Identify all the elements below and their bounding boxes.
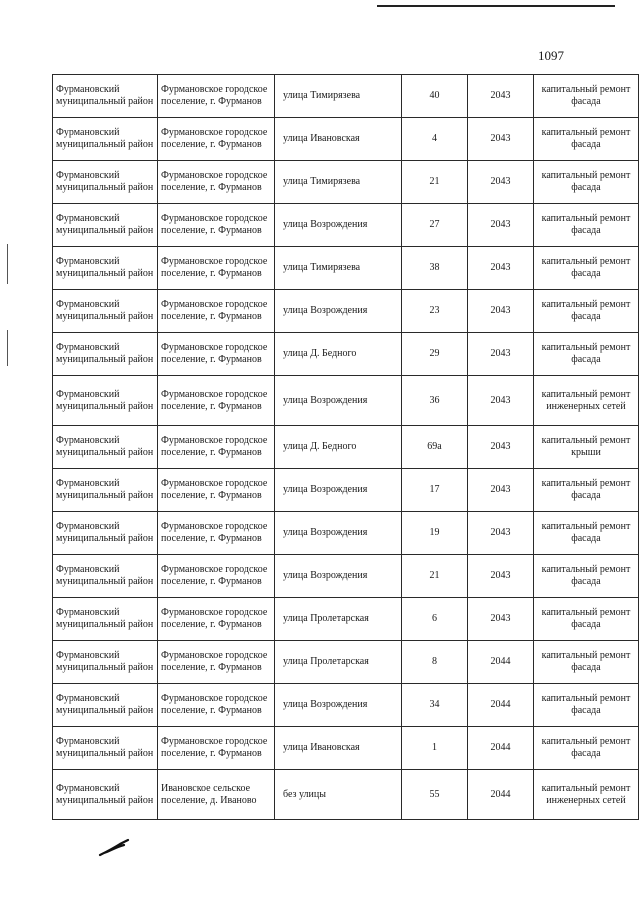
table-row [53, 684, 639, 727]
margin-mark [7, 330, 8, 366]
cell-district: Фурмановский муниципальный район [53, 161, 158, 204]
cell-street: улица Тимирязева [275, 161, 402, 204]
table-row [53, 426, 639, 469]
cell-street: улица Возрождения [275, 555, 402, 598]
cell-year: 2043 [468, 555, 534, 598]
table-row [53, 247, 639, 290]
cell-street: улица Тимирязева [275, 247, 402, 290]
repair-schedule-table [52, 74, 639, 820]
cell-number: 23 [402, 290, 468, 333]
cell-settlement: Фурмановское городское поселение, г. Фурманов [158, 598, 275, 641]
cell-number: 21 [402, 555, 468, 598]
cell-work: капитальный ремонт фасада [534, 469, 639, 512]
cell-settlement: Фурмановское городское поселение, г. Фурманов [158, 426, 275, 469]
cell-district: Фурмановский муниципальный район [53, 598, 158, 641]
cell-number: 19 [402, 512, 468, 555]
cell-year: 2043 [468, 333, 534, 376]
cell-street: без улицы [275, 770, 402, 820]
cell-district: Фурмановский муниципальный район [53, 641, 158, 684]
cell-settlement: Фурмановское городское поселение, г. Фурманов [158, 204, 275, 247]
cell-number: 17 [402, 469, 468, 512]
table-body [53, 75, 639, 820]
cell-year: 2044 [468, 727, 534, 770]
cell-settlement: Фурмановское городское поселение, г. Фурманов [158, 75, 275, 118]
cell-district: Фурмановский муниципальный район [53, 727, 158, 770]
table-row [53, 161, 639, 204]
cell-street: улица Возрождения [275, 204, 402, 247]
cell-settlement: Фурмановское городское поселение, г. Фурманов [158, 118, 275, 161]
cell-number: 8 [402, 641, 468, 684]
cell-year: 2043 [468, 290, 534, 333]
table-row [53, 204, 639, 247]
cell-work: капитальный ремонт фасада [534, 598, 639, 641]
cell-year: 2044 [468, 641, 534, 684]
cell-district: Фурмановский муниципальный район [53, 376, 158, 426]
cell-year: 2044 [468, 770, 534, 820]
cell-settlement: Фурмановское городское поселение, г. Фурманов [158, 247, 275, 290]
cell-district: Фурмановский муниципальный район [53, 426, 158, 469]
cell-work: капитальный ремонт фасада [534, 290, 639, 333]
cell-street: улица Д. Бедного [275, 426, 402, 469]
cell-district: Фурмановский муниципальный район [53, 555, 158, 598]
cell-settlement: Фурмановское городское поселение, г. Фурманов [158, 290, 275, 333]
cell-district: Фурмановский муниципальный район [53, 469, 158, 512]
table-row [53, 598, 639, 641]
cell-work: капитальный ремонт фасада [534, 333, 639, 376]
table-row [53, 469, 639, 512]
cell-number: 69а [402, 426, 468, 469]
cell-street: улица Пролетарская [275, 641, 402, 684]
cell-street: улица Ивановская [275, 118, 402, 161]
cell-work: капитальный ремонт фасада [534, 75, 639, 118]
cell-work: капитальный ремонт фасада [534, 641, 639, 684]
cell-year: 2043 [468, 598, 534, 641]
cell-number: 21 [402, 161, 468, 204]
cell-street: улица Возрождения [275, 684, 402, 727]
cell-number: 27 [402, 204, 468, 247]
cell-number: 6 [402, 598, 468, 641]
cell-work: капитальный ремонт фасада [534, 118, 639, 161]
cell-work: капитальный ремонт инженерных сетей [534, 376, 639, 426]
cell-work: капитальный ремонт фасада [534, 204, 639, 247]
cell-settlement: Фурмановское городское поселение, г. Фурманов [158, 727, 275, 770]
cell-settlement: Фурмановское городское поселение, г. Фурманов [158, 555, 275, 598]
cell-work: капитальный ремонт фасада [534, 247, 639, 290]
cell-settlement: Фурмановское городское поселение, г. Фурманов [158, 684, 275, 727]
margin-mark [7, 244, 8, 284]
cell-number: 4 [402, 118, 468, 161]
cell-settlement: Фурмановское городское поселение, г. Фурманов [158, 161, 275, 204]
table-row [53, 727, 639, 770]
cell-number: 1 [402, 727, 468, 770]
table-row [53, 641, 639, 684]
cell-year: 2043 [468, 75, 534, 118]
cell-work: капитальный ремонт инженерных сетей [534, 770, 639, 820]
cell-number: 40 [402, 75, 468, 118]
cell-work: капитальный ремонт фасада [534, 684, 639, 727]
table-row [53, 118, 639, 161]
table-row [53, 512, 639, 555]
cell-year: 2043 [468, 376, 534, 426]
cell-street: улица Возрождения [275, 290, 402, 333]
cell-district: Фурмановский муниципальный район [53, 770, 158, 820]
cell-work: капитальный ремонт фасада [534, 727, 639, 770]
cell-number: 36 [402, 376, 468, 426]
cell-street: улица Возрождения [275, 469, 402, 512]
cell-number: 34 [402, 684, 468, 727]
cell-year: 2043 [468, 512, 534, 555]
cell-year: 2043 [468, 161, 534, 204]
cell-street: улица Тимирязева [275, 75, 402, 118]
cell-district: Фурмановский муниципальный район [53, 512, 158, 555]
cell-district: Фурмановский муниципальный район [53, 118, 158, 161]
cell-year: 2043 [468, 469, 534, 512]
cell-street: улица Пролетарская [275, 598, 402, 641]
table-row [53, 75, 639, 118]
cell-settlement: Фурмановское городское поселение, г. Фурманов [158, 469, 275, 512]
cell-settlement: Фурмановское городское поселение, г. Фурманов [158, 512, 275, 555]
cell-year: 2043 [468, 118, 534, 161]
cell-street: улица Д. Бедного [275, 333, 402, 376]
cell-street: улица Ивановская [275, 727, 402, 770]
cell-district: Фурмановский муниципальный район [53, 75, 158, 118]
cell-settlement: Фурмановское городское поселение, г. Фурманов [158, 333, 275, 376]
cell-settlement: Фурмановское городское поселение, г. Фурманов [158, 376, 275, 426]
table-row [53, 770, 639, 820]
cell-work: капитальный ремонт крыши [534, 426, 639, 469]
top-rule [377, 5, 615, 7]
cell-street: улица Возрождения [275, 512, 402, 555]
cell-work: капитальный ремонт фасада [534, 161, 639, 204]
table-row [53, 333, 639, 376]
cell-settlement: Ивановское сельское поселение, д. Иваново [158, 770, 275, 820]
cell-year: 2043 [468, 204, 534, 247]
page-number: 1097 [538, 48, 564, 63]
cell-number: 55 [402, 770, 468, 820]
cell-work: капитальный ремонт фасада [534, 512, 639, 555]
cell-work: капитальный ремонт фасада [534, 555, 639, 598]
cell-year: 2043 [468, 247, 534, 290]
cell-district: Фурмановский муниципальный район [53, 684, 158, 727]
handwritten-mark [98, 838, 132, 858]
table-row [53, 376, 639, 426]
cell-year: 2043 [468, 426, 534, 469]
cell-district: Фурмановский муниципальный район [53, 333, 158, 376]
table-row [53, 290, 639, 333]
cell-district: Фурмановский муниципальный район [53, 204, 158, 247]
cell-district: Фурмановский муниципальный район [53, 247, 158, 290]
cell-number: 38 [402, 247, 468, 290]
cell-street: улица Возрождения [275, 376, 402, 426]
table-row [53, 555, 639, 598]
cell-number: 29 [402, 333, 468, 376]
cell-year: 2044 [468, 684, 534, 727]
cell-settlement: Фурмановское городское поселение, г. Фурманов [158, 641, 275, 684]
cell-district: Фурмановский муниципальный район [53, 290, 158, 333]
